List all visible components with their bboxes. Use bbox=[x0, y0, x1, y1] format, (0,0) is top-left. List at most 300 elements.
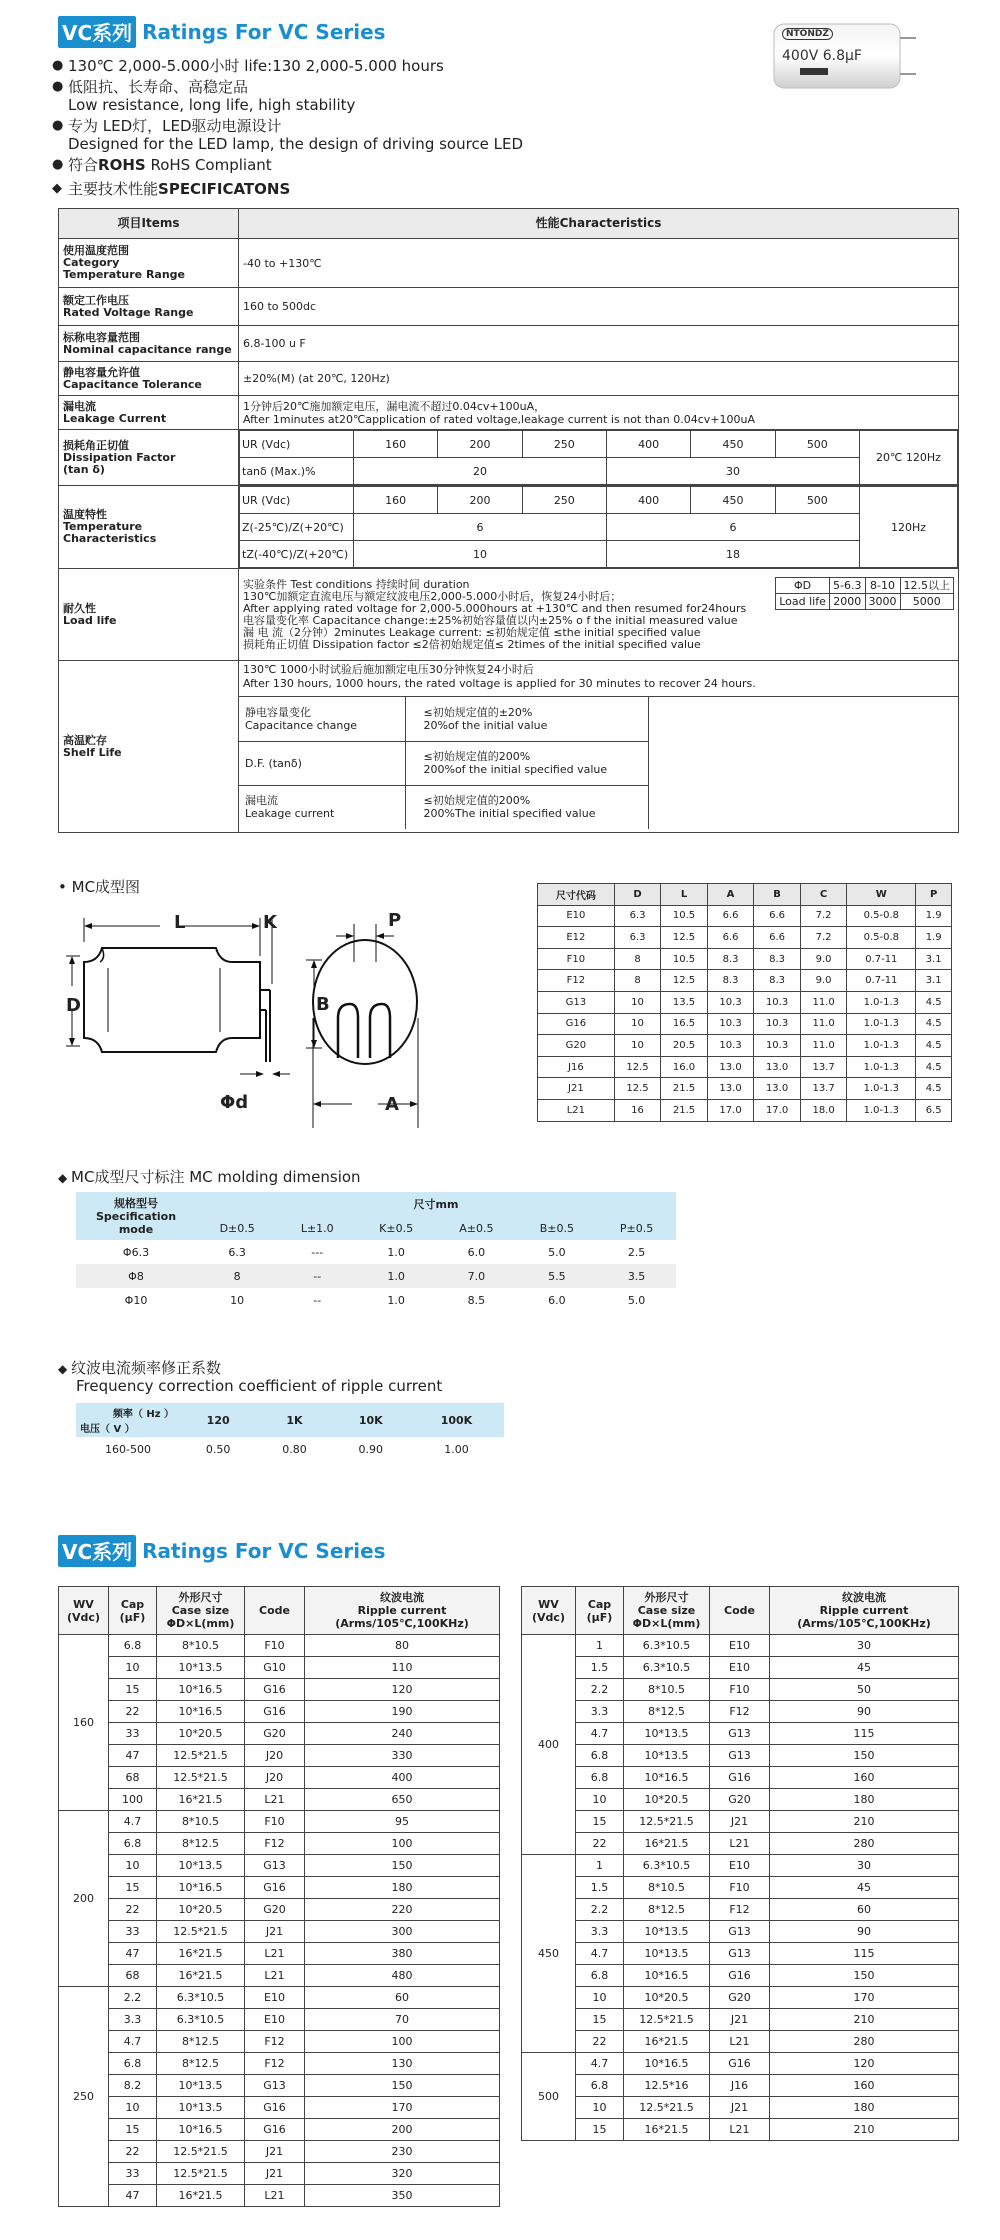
rating-cell: 22 bbox=[109, 2141, 157, 2163]
rating-header-cell bbox=[109, 1587, 157, 1635]
rating-header-text: Ripple current bbox=[819, 1604, 909, 1617]
dim-cell: 11.0 bbox=[800, 1035, 847, 1057]
dim-label-b: B bbox=[316, 994, 330, 1015]
spec-row-tolerance: 静电容量允许值 Capacitance Tolerance ±20%(M) (at 20℃, 120Hz) bbox=[59, 362, 959, 396]
dim-cell: 0.5-0.8 bbox=[847, 905, 916, 927]
rating-cell: G10 bbox=[245, 1657, 305, 1679]
rating-cell: 160 bbox=[770, 2075, 959, 2097]
rating-cell: 8*12.5 bbox=[624, 1899, 710, 1921]
rating-cell: 15 bbox=[576, 2119, 624, 2141]
rating-cell: 16*21.5 bbox=[157, 1789, 245, 1811]
spec-row-dissipation: 损耗角正切值 Dissipation Factor (tan δ) UR (Vdc) 160 200 250 400 450 500 20℃ 120Hz tanδ (Max.)% 20 30 bbox=[59, 430, 959, 486]
rating-cell: 10 bbox=[576, 2097, 624, 2119]
table-row bbox=[76, 1264, 676, 1288]
table-row bbox=[522, 1877, 959, 1899]
dimension-code-table bbox=[537, 883, 952, 1122]
table-row bbox=[522, 1855, 959, 1877]
dim-cell: 13.7 bbox=[800, 1056, 847, 1078]
rating-cell: G13 bbox=[245, 1855, 305, 1877]
rating-cell: 10*13.5 bbox=[624, 1723, 710, 1745]
rating-cell: 6.8 bbox=[109, 1635, 157, 1657]
dim-cell: 10.3 bbox=[754, 1013, 801, 1035]
rating-cell: 380 bbox=[305, 1943, 500, 1965]
rating-cell: 6.8 bbox=[576, 1745, 624, 1767]
rating-cell: 210 bbox=[770, 1811, 959, 1833]
rating-cell: 10*13.5 bbox=[624, 1921, 710, 1943]
mc-col-header: D±0.5 bbox=[196, 1216, 278, 1240]
rating-cell: L21 bbox=[710, 2119, 770, 2141]
rating-cell: 6.3*10.5 bbox=[624, 1855, 710, 1877]
rating-cell: 8*10.5 bbox=[624, 1877, 710, 1899]
rating-cell: G13 bbox=[710, 1745, 770, 1767]
rating-cell: 47 bbox=[109, 2185, 157, 2207]
spec-row-capacitance: 标称电容量范围 Nominal capacitance range 6.8-100 u F bbox=[59, 326, 959, 362]
rating-cell: 22 bbox=[109, 1899, 157, 1921]
rating-cell: G16 bbox=[245, 2119, 305, 2141]
rating-cell: 4.7 bbox=[109, 1811, 157, 1833]
spec-row-load-life: 耐久性 Load life 实验条件 Test conditions 持续时间 duration 130℃加额定直流电压与额定纹波电压2,000-5.000小时后，恢复24小时后； After applying rated voltage for 2,000-5.000hours at +130℃ and then resumed for24hours 电容量变化率 Capacitance change:±25%初始容量值以内±25% o f the initial measured value 漏 电 流（2分钟）2minutes Leakage current: ≤初始规定值 ≤the initial specified value 损耗角正切值 Dissipation factor ≤2倍初始规定值≤ 2times of the initial specified value ΦD 5-6.3 8-10 12.5以上 Load life 2000 3000 5000 bbox=[59, 569, 959, 661]
rating-header-cell bbox=[245, 1587, 305, 1635]
rating-cell: 2.2 bbox=[576, 1679, 624, 1701]
dim-cell: 10.3 bbox=[707, 1013, 754, 1035]
rating-header-text: (Arms/105℃,100KHz) bbox=[797, 1617, 931, 1630]
rating-cell: 50 bbox=[770, 1679, 959, 1701]
rating-cell: 4.7 bbox=[576, 1723, 624, 1745]
table-row bbox=[59, 1855, 500, 1877]
rating-cell: G16 bbox=[245, 1701, 305, 1723]
dim-cell: E10 bbox=[538, 905, 615, 927]
rating-cell: 3.3 bbox=[576, 1921, 624, 1943]
rating-cell: E10 bbox=[245, 1987, 305, 2009]
rating-header-text: ΦD×L(mm) bbox=[632, 1617, 701, 1630]
dim-cell: 8 bbox=[614, 948, 661, 970]
table-row bbox=[59, 1635, 500, 1657]
rating-header-cell bbox=[624, 1587, 710, 1635]
table-row bbox=[522, 1745, 959, 1767]
ripple-title: ◆ 纹波电流频率修正系数 bbox=[58, 1359, 222, 1377]
rating-cell: 280 bbox=[770, 1833, 959, 1855]
dim-cell: 4.5 bbox=[916, 1035, 952, 1057]
rating-cell: 10*16.5 bbox=[157, 1679, 245, 1701]
rating-cell: 1.5 bbox=[576, 1877, 624, 1899]
series-title: Ratings For VC Series bbox=[142, 20, 386, 44]
rating-cell: 16*21.5 bbox=[157, 1943, 245, 1965]
rating-cell: F12 bbox=[710, 1701, 770, 1723]
rating-cell: 12.5*21.5 bbox=[157, 2163, 245, 2185]
table-row bbox=[538, 948, 952, 970]
table-row bbox=[59, 1679, 500, 1701]
spec-row-temperature-characteristics: 温度特性 Temperature Characteristics UR (Vdc) 160 200 250 400 450 500 120Hz Z(-25℃)/Z(+20℃) 6 6 tZ(-40℃)/Z(+20℃) 10 18 bbox=[59, 486, 959, 569]
ripple-freq-header: 120 bbox=[180, 1403, 256, 1437]
table-row bbox=[522, 1965, 959, 1987]
dim-cell: 10.3 bbox=[707, 1035, 754, 1057]
rating-cell: L21 bbox=[710, 1833, 770, 1855]
dim-cell: 6.6 bbox=[707, 927, 754, 949]
rating-cell: 80 bbox=[305, 1635, 500, 1657]
wv-group-cell: 400 bbox=[522, 1635, 576, 1855]
rating-cell: 45 bbox=[770, 1877, 959, 1899]
rating-cell: 1.5 bbox=[576, 1657, 624, 1679]
mc-molding-title: ◆ MC成型尺寸标注 MC molding dimension bbox=[58, 1168, 361, 1186]
dim-cell: 17.0 bbox=[707, 1099, 754, 1121]
dim-label-phid: Φd bbox=[220, 1092, 249, 1113]
rating-cell: 6.3*10.5 bbox=[624, 1657, 710, 1679]
mc-cell: Φ6.3 bbox=[122, 1245, 150, 1259]
ratings-table-right bbox=[521, 1586, 959, 2141]
rating-cell: 210 bbox=[770, 2119, 959, 2141]
rating-cell: 210 bbox=[770, 2009, 959, 2031]
wv-group-cell: 200 bbox=[59, 1811, 109, 1987]
rating-header-text: Cap bbox=[120, 1597, 145, 1611]
rating-cell: 8.2 bbox=[109, 2075, 157, 2097]
rating-cell: J21 bbox=[245, 2163, 305, 2185]
dim-cell: 10.3 bbox=[707, 991, 754, 1013]
rating-header-text: WV bbox=[73, 1597, 94, 1611]
rating-cell: 90 bbox=[770, 1701, 959, 1723]
dim-cell: 4.5 bbox=[916, 1078, 952, 1100]
ripple-cell: 0.50 bbox=[205, 1442, 231, 1456]
rating-header-text: Case size bbox=[171, 1604, 230, 1617]
dim-header-cell: B bbox=[754, 884, 801, 906]
rating-header-cell bbox=[59, 1587, 109, 1635]
table-row bbox=[76, 1288, 676, 1312]
ripple-cell: 160-500 bbox=[105, 1442, 151, 1456]
rating-cell: G16 bbox=[710, 1965, 770, 1987]
dim-cell: 13.0 bbox=[754, 1056, 801, 1078]
rating-cell: 10 bbox=[109, 2097, 157, 2119]
feature-item: ● 专为 LED灯，LED驱动电源设计 Designed for the LED lamp, the design of driving source LED bbox=[52, 117, 524, 153]
table-row bbox=[522, 2053, 959, 2075]
rating-cell: L21 bbox=[710, 2031, 770, 2053]
table-row bbox=[538, 1099, 952, 1121]
table-row bbox=[522, 1723, 959, 1745]
dim-cell: 4.5 bbox=[916, 1013, 952, 1035]
dim-cell: F12 bbox=[538, 970, 615, 992]
rating-cell: 10*16.5 bbox=[624, 2053, 710, 2075]
rating-cell: 320 bbox=[305, 2163, 500, 2185]
rating-header-cell bbox=[157, 1587, 245, 1635]
rating-cell: 8*10.5 bbox=[157, 1635, 245, 1657]
rating-cell: F12 bbox=[245, 2053, 305, 2075]
rating-cell: 115 bbox=[770, 1723, 959, 1745]
rating-cell: 10*20.5 bbox=[624, 1789, 710, 1811]
rating-header-text: ΦD×L(mm) bbox=[166, 1617, 235, 1630]
rating-cell: 12.5*16 bbox=[624, 2075, 710, 2097]
dim-cell: 1.0-1.3 bbox=[847, 1013, 916, 1035]
dim-header-cell: 尺寸代码 bbox=[538, 884, 615, 906]
wv-group-cell: 450 bbox=[522, 1855, 576, 2053]
rating-cell: 33 bbox=[109, 1723, 157, 1745]
capacitor-label: 400V 6.8μF bbox=[782, 48, 862, 64]
mc-cell: 2.5 bbox=[627, 1245, 646, 1259]
wv-group-cell: 500 bbox=[522, 2053, 576, 2141]
rating-cell: 8*10.5 bbox=[157, 1811, 245, 1833]
rating-cell: F10 bbox=[245, 1811, 305, 1833]
rating-cell: G13 bbox=[710, 1943, 770, 1965]
ripple-subtitle: Frequency correction coefficient of ripple current bbox=[76, 1377, 443, 1395]
dim-cell: 0.5-0.8 bbox=[847, 927, 916, 949]
dim-cell: 7.2 bbox=[800, 905, 847, 927]
rating-cell: G16 bbox=[710, 1767, 770, 1789]
table-row bbox=[522, 2119, 959, 2141]
rating-header-text: 外形尺寸 bbox=[644, 1591, 689, 1604]
rating-cell: 1 bbox=[576, 1635, 624, 1657]
dim-cell: 10.3 bbox=[754, 991, 801, 1013]
dim-header-cell: C bbox=[800, 884, 847, 906]
mc-col-header: P±0.5 bbox=[597, 1216, 676, 1240]
rating-header-text: 纹波电流 bbox=[380, 1591, 424, 1604]
mc-dimension-diagram bbox=[60, 898, 460, 1128]
rating-cell: 6.8 bbox=[576, 2075, 624, 2097]
rating-cell: 10 bbox=[109, 1657, 157, 1679]
rating-cell: 10*16.5 bbox=[157, 1701, 245, 1723]
mc-diagram-title: • MC成型图 bbox=[58, 878, 141, 896]
dim-cell: G13 bbox=[538, 991, 615, 1013]
dim-cell: 3.1 bbox=[916, 948, 952, 970]
dim-cell: 1.0-1.3 bbox=[847, 991, 916, 1013]
dim-cell: 17.0 bbox=[754, 1099, 801, 1121]
rating-cell: 150 bbox=[770, 1965, 959, 1987]
dim-cell: 8.3 bbox=[754, 948, 801, 970]
dim-cell: 10 bbox=[614, 991, 661, 1013]
mc-col-header: B±0.5 bbox=[517, 1216, 598, 1240]
rating-cell: 6.3*10.5 bbox=[157, 2009, 245, 2031]
rating-cell: 110 bbox=[305, 1657, 500, 1679]
feature-item: ● 低阻抗、长寿命、高稳定品 Low resistance, long life, high stability bbox=[52, 78, 356, 114]
rating-cell: 8*12.5 bbox=[624, 1701, 710, 1723]
rating-cell: 33 bbox=[109, 1921, 157, 1943]
rating-cell: 12.5*21.5 bbox=[157, 1921, 245, 1943]
mc-cell: Φ8 bbox=[128, 1269, 144, 1283]
rating-cell: 180 bbox=[305, 1877, 500, 1899]
wv-group-cell: 160 bbox=[59, 1635, 109, 1811]
rating-cell: 350 bbox=[305, 2185, 500, 2207]
rating-cell: 22 bbox=[576, 2031, 624, 2053]
table-row bbox=[59, 2009, 500, 2031]
rating-header-text: WV bbox=[538, 1597, 559, 1611]
rating-cell: 90 bbox=[770, 1921, 959, 1943]
feature-item: ● 130℃ 2,000-5.000小时 life:130 2,000-5.000 hours bbox=[52, 57, 444, 75]
rating-cell: 12.5*21.5 bbox=[157, 2141, 245, 2163]
ripple-freq-header: 1K bbox=[256, 1403, 332, 1437]
rating-cell: 10*13.5 bbox=[624, 1943, 710, 1965]
dim-cell: F10 bbox=[538, 948, 615, 970]
rating-cell: 2.2 bbox=[109, 1987, 157, 2009]
load-life-subtable: ΦD 5-6.3 8-10 12.5以上 Load life 2000 3000 5000 bbox=[775, 577, 954, 610]
wv-group-cell: 250 bbox=[59, 1987, 109, 2207]
rating-cell: 180 bbox=[770, 1789, 959, 1811]
mc-cell: 1.0 bbox=[387, 1245, 405, 1259]
spec-row-shelf-life: 高温贮存 Shelf Life 130℃ 1000小时试验后施加额定电压30分钟恢复24小时后 After 130 hours, 1000 hours, the rated voltage is applied for 30 minutes to recover 24 hours. 静电容量变化 Capacitance change ≤初始规定值的±20% 20%of the initial value D.F. (tanδ) ≤初始规定值的200% 200%of the initial specified value 漏电流 Leakage current ≤初始规定值的200% 200%The initial specified value bbox=[59, 661, 959, 833]
dim-label-p: P bbox=[388, 910, 402, 931]
rating-cell: G13 bbox=[710, 1921, 770, 1943]
rating-cell: J20 bbox=[245, 1767, 305, 1789]
mc-cell: 6.0 bbox=[548, 1293, 566, 1307]
rating-header-text: (Vdc) bbox=[532, 1610, 565, 1624]
spec-header-items: 项目Items bbox=[59, 209, 239, 239]
dim-cell: 8.3 bbox=[754, 970, 801, 992]
rating-cell: 2.2 bbox=[576, 1899, 624, 1921]
table-row bbox=[59, 1745, 500, 1767]
rating-cell: 4.7 bbox=[576, 2053, 624, 2075]
rating-cell: 100 bbox=[305, 1833, 500, 1855]
dim-cell: 9.0 bbox=[800, 948, 847, 970]
table-row bbox=[59, 1723, 500, 1745]
rating-cell: 160 bbox=[770, 1767, 959, 1789]
rating-cell: E10 bbox=[245, 2009, 305, 2031]
mc-cell: 5.5 bbox=[548, 1269, 566, 1283]
rating-cell: F12 bbox=[245, 2031, 305, 2053]
rating-cell: F10 bbox=[710, 1877, 770, 1899]
rating-cell: 15 bbox=[109, 2119, 157, 2141]
rating-cell: 15 bbox=[109, 1877, 157, 1899]
rating-cell: 15 bbox=[109, 1679, 157, 1701]
series-heading bbox=[58, 16, 386, 48]
rating-cell: 45 bbox=[770, 1657, 959, 1679]
rating-header-text: Case size bbox=[637, 1604, 696, 1617]
rating-cell: E10 bbox=[710, 1657, 770, 1679]
rating-cell: 68 bbox=[109, 1965, 157, 1987]
rating-header-cell bbox=[305, 1587, 500, 1635]
dim-header-cell: W bbox=[847, 884, 916, 906]
dim-cell: 12.5 bbox=[661, 970, 708, 992]
rating-header-text: Code bbox=[724, 1604, 755, 1617]
mc-cell: 3.5 bbox=[627, 1269, 646, 1283]
rating-cell: 170 bbox=[305, 2097, 500, 2119]
table-row bbox=[59, 1877, 500, 1899]
dim-cell: 4.5 bbox=[916, 991, 952, 1013]
dim-cell: 1.0-1.3 bbox=[847, 1099, 916, 1121]
dim-cell: 6.6 bbox=[754, 905, 801, 927]
rating-header-cell bbox=[710, 1587, 770, 1635]
dim-cell: 0.7-11 bbox=[847, 948, 916, 970]
rating-cell: 22 bbox=[109, 1701, 157, 1723]
dim-cell: 12.5 bbox=[614, 1078, 661, 1100]
dim-cell: 10.5 bbox=[661, 905, 708, 927]
table-row bbox=[522, 2097, 959, 2119]
table-row bbox=[59, 2097, 500, 2119]
dim-cell: 10 bbox=[614, 1013, 661, 1035]
table-row bbox=[59, 1943, 500, 1965]
rating-cell: 6.8 bbox=[109, 2053, 157, 2075]
table-row bbox=[522, 1833, 959, 1855]
rating-cell: 10*16.5 bbox=[624, 1767, 710, 1789]
table-row bbox=[522, 1767, 959, 1789]
table-row bbox=[59, 1921, 500, 1943]
spec-row-leakage: 漏电流 Leakage Current 1分钟后20℃施加额定电压，漏电流不超过0.04cv+100uA， After 1minutes at20℃application of rated voltage,leakage current is not than 0.04cv+100uA bbox=[59, 396, 959, 430]
rating-cell: 68 bbox=[109, 1767, 157, 1789]
table-row bbox=[522, 1789, 959, 1811]
rating-cell: 280 bbox=[770, 2031, 959, 2053]
rating-cell: 180 bbox=[770, 2097, 959, 2119]
rating-cell: E10 bbox=[710, 1635, 770, 1657]
rating-cell: 10*16.5 bbox=[157, 1877, 245, 1899]
rating-cell: 10*20.5 bbox=[157, 1899, 245, 1921]
rating-cell: 15 bbox=[576, 2009, 624, 2031]
feature-item: ◆ 主要技术性能SPECIFICATONS bbox=[52, 180, 291, 198]
rating-cell: 10*13.5 bbox=[157, 2075, 245, 2097]
mc-cell: 6.0 bbox=[467, 1245, 486, 1259]
table-row bbox=[59, 2185, 500, 2207]
table-row bbox=[59, 1899, 500, 1921]
dim-cell: 4.5 bbox=[916, 1056, 952, 1078]
rating-cell: G20 bbox=[710, 1987, 770, 2009]
dim-cell: 10 bbox=[614, 1035, 661, 1057]
rating-cell: 10 bbox=[109, 1855, 157, 1877]
dim-cell: 13.0 bbox=[707, 1056, 754, 1078]
rating-cell: L21 bbox=[245, 1789, 305, 1811]
rating-cell: 6.8 bbox=[576, 1767, 624, 1789]
dim-cell: 16 bbox=[614, 1099, 661, 1121]
dim-cell: 7.2 bbox=[800, 927, 847, 949]
table-row bbox=[538, 1013, 952, 1035]
capacitor-image bbox=[770, 18, 920, 98]
rating-header-text: 外形尺寸 bbox=[178, 1591, 223, 1604]
rating-cell: J21 bbox=[245, 2141, 305, 2163]
dim-cell: 1.0-1.3 bbox=[847, 1078, 916, 1100]
table-row bbox=[522, 2031, 959, 2053]
dim-cell: 6.6 bbox=[707, 905, 754, 927]
spec-row-voltage: 额定工作电压 Rated Voltage Range 160 to 500dc bbox=[59, 288, 959, 326]
dim-cell: 6.3 bbox=[614, 905, 661, 927]
table-row bbox=[538, 1056, 952, 1078]
rating-header-text: (μF) bbox=[119, 1610, 146, 1624]
rating-cell: 95 bbox=[305, 1811, 500, 1833]
table-row bbox=[522, 1943, 959, 1965]
table-row bbox=[522, 1899, 959, 1921]
rating-cell: 8*12.5 bbox=[157, 2031, 245, 2053]
rating-cell: 15 bbox=[576, 1811, 624, 1833]
rating-cell: 300 bbox=[305, 1921, 500, 1943]
dim-cell: 6.6 bbox=[754, 927, 801, 949]
table-row bbox=[59, 1987, 500, 2009]
mc-molding-table: 规格型号 Specification mode 尺寸mm D±0.5 L±1.0 K±0.5 A±0.5 B±0.5 P±0.5 Φ6.3 6.3 --- 1.0 6.0 5.0 2.5 Φ8 8 -- 1.0 7.0 5.5 3.5 Φ10 10 -- 1.0 8.5 6.0 5.0 bbox=[76, 1192, 676, 1312]
rating-cell: 16*21.5 bbox=[157, 2185, 245, 2207]
rating-cell: 6.8 bbox=[109, 1833, 157, 1855]
rating-cell: G13 bbox=[245, 2075, 305, 2097]
dim-cell: J21 bbox=[538, 1078, 615, 1100]
mc-cell: 5.0 bbox=[548, 1245, 566, 1259]
rating-cell: G16 bbox=[245, 2097, 305, 2119]
dim-cell: 1.0-1.3 bbox=[847, 1035, 916, 1057]
rating-cell: 4.7 bbox=[576, 1943, 624, 1965]
table-row bbox=[538, 1078, 952, 1100]
ripple-cell: 0.90 bbox=[358, 1442, 384, 1456]
rating-cell: 30 bbox=[770, 1635, 959, 1657]
table-row bbox=[522, 2075, 959, 2097]
rating-cell: 650 bbox=[305, 1789, 500, 1811]
rating-cell: G16 bbox=[710, 2053, 770, 2075]
rating-cell: 100 bbox=[109, 1789, 157, 1811]
rating-header-text: (Vdc) bbox=[67, 1610, 100, 1624]
rating-cell: 10*13.5 bbox=[157, 1657, 245, 1679]
rating-cell: 16*21.5 bbox=[624, 1833, 710, 1855]
rating-cell: 10 bbox=[576, 1789, 624, 1811]
table-row bbox=[522, 2009, 959, 2031]
ripple-freq-header: 10K bbox=[333, 1403, 409, 1437]
rating-cell: 47 bbox=[109, 1943, 157, 1965]
rating-cell: J21 bbox=[710, 2097, 770, 2119]
dim-cell: 12.5 bbox=[614, 1056, 661, 1078]
rating-cell: 120 bbox=[770, 2053, 959, 2075]
table-row bbox=[538, 991, 952, 1013]
rating-cell: 12.5*21.5 bbox=[624, 2009, 710, 2031]
ripple-cell: 0.80 bbox=[282, 1442, 307, 1456]
dim-header-cell: D bbox=[614, 884, 661, 906]
rating-cell: G20 bbox=[245, 1723, 305, 1745]
spec-row-temperature: 使用温度范围 Category Temperature Range -40 to +130℃ bbox=[59, 239, 959, 288]
rating-cell: 10*20.5 bbox=[157, 1723, 245, 1745]
